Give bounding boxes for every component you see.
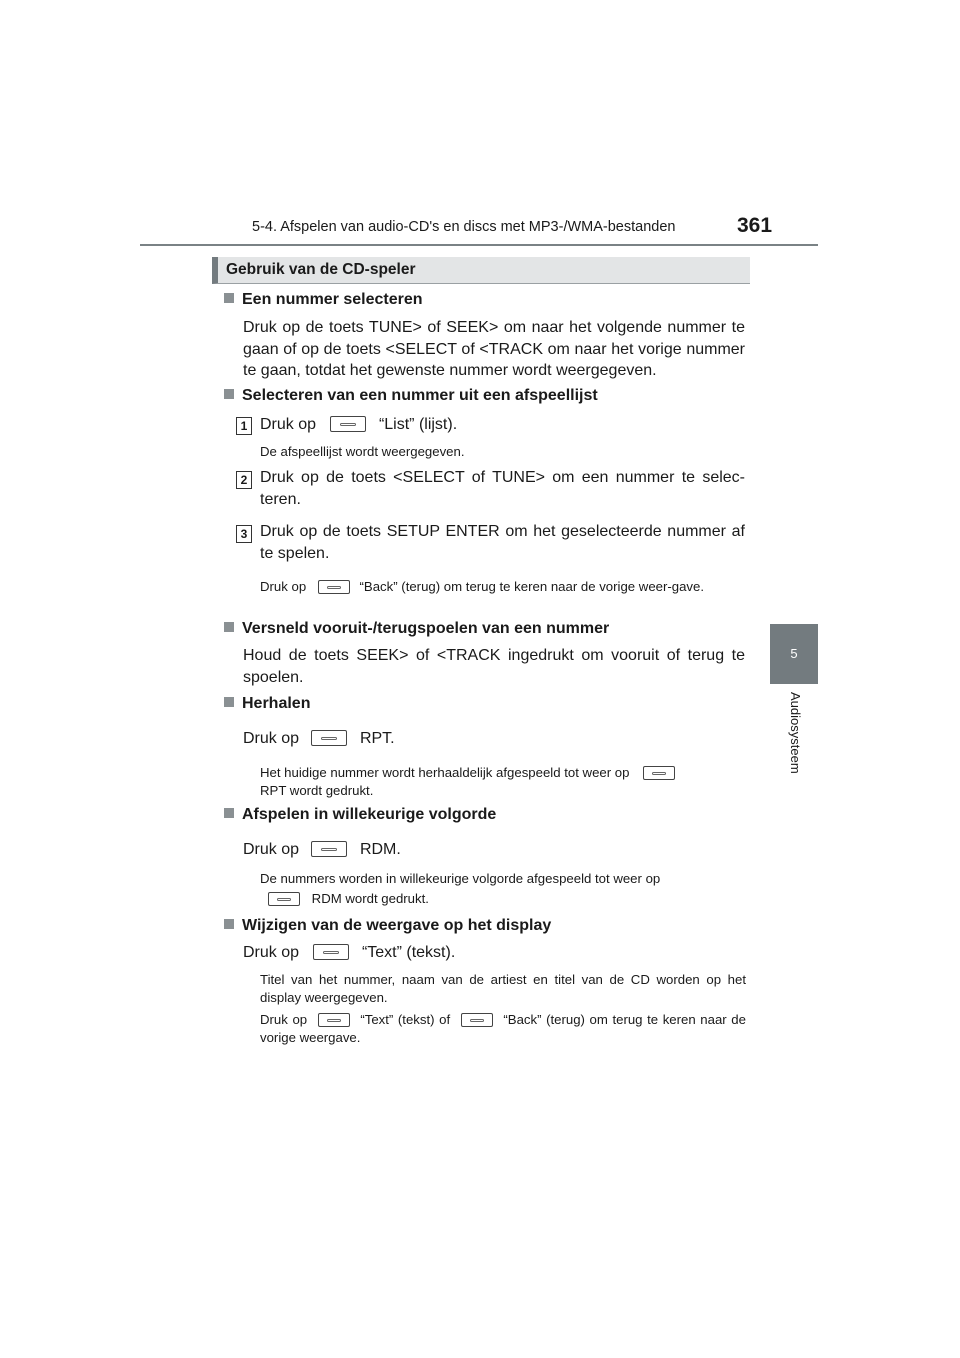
- square-bullet-icon: [224, 808, 234, 818]
- display-note-1: Titel van het nummer, naam van de artiest en titel van de CD worden op het display weergegeven.: [260, 972, 746, 1005]
- step3-text: Druk op de toets SETUP ENTER om het geselecteerde nummer af te spelen.: [260, 523, 745, 562]
- repeat-note: Het huidige nummer wordt herhaaldelijk afgespeeld tot weer op RPT wordt gedrukt.: [260, 764, 746, 799]
- heading-repeat: Herhalen: [224, 695, 310, 713]
- screen-button-icon: [461, 1013, 493, 1027]
- heading-random: Afspelen in willekeurige volgorde: [224, 806, 496, 824]
- heading-fast-forward: Versneld vooruit-/terugspoelen van een nummer: [224, 620, 609, 638]
- section-title-bar: [212, 257, 750, 284]
- chapter-tab: 5: [770, 624, 818, 684]
- step1-note: De afspeellijst wordt weergegeven.: [260, 444, 465, 459]
- section-title: Gebruik van de CD-speler: [226, 261, 416, 278]
- square-bullet-icon: [224, 293, 234, 303]
- fast-forward-text: Houd de toets SEEK> of <TRACK ingedrukt om vooruit of terug te spoelen.: [243, 647, 745, 686]
- random-text: Druk op RDM.: [243, 841, 401, 858]
- screen-button-icon: [311, 730, 347, 746]
- display-note-2: Druk op “Text” (tekst) of “Back” (terug) om terug te keren naar de vorige weergave.: [260, 1012, 746, 1045]
- square-bullet-icon: [224, 919, 234, 929]
- header-divider: [140, 244, 818, 246]
- square-bullet-icon: [224, 622, 234, 632]
- step1-text: Druk op “List” (lijst).: [260, 416, 458, 433]
- step-number: 2: [236, 471, 252, 489]
- heading-select-track: Een nummer selecteren: [224, 291, 423, 309]
- step2-text: Druk op de toets <SELECT of TUNE> om een nummer te selec-teren.: [260, 469, 745, 508]
- running-header-title: 5-4. Afspelen van audio-CD's en discs met MP3-/WMA-bestanden: [252, 219, 676, 235]
- step-number: 3: [236, 525, 252, 543]
- display-text: Druk op “Text” (tekst).: [243, 944, 456, 961]
- random-note: De nummers worden in willekeurige volgorde afgespeeld tot weer op RDM wordt gedrukt.: [260, 871, 661, 906]
- step3-note: Druk op “Back” (terug) om terug te keren naar de vorige weer-gave.: [260, 579, 705, 594]
- square-bullet-icon: [224, 697, 234, 707]
- chapter-label: Audiosysteem: [788, 692, 803, 774]
- page-number: 361: [737, 214, 773, 237]
- screen-button-icon: [330, 416, 366, 432]
- repeat-text: Druk op RPT.: [243, 730, 395, 747]
- heading-display: Wijzigen van de weergave op het display: [224, 917, 551, 935]
- heading-playlist: Selecteren van een nummer uit een afspeellijst: [224, 387, 598, 405]
- screen-button-icon: [643, 766, 675, 780]
- screen-button-icon: [318, 580, 350, 594]
- square-bullet-icon: [224, 389, 234, 399]
- screen-button-icon: [268, 892, 300, 906]
- select-track-text: Druk op de toets TUNE> of SEEK> om naar het volgende nummer te gaan of op de toets <SELECT of <TRACK om naar het vorige nummer te gaan, totdat het gewenste nummer wordt weergegeven.: [243, 319, 745, 379]
- screen-button-icon: [311, 841, 347, 857]
- screen-button-icon: [313, 944, 349, 960]
- screen-button-icon: [318, 1013, 350, 1027]
- step-number: 1: [236, 417, 252, 435]
